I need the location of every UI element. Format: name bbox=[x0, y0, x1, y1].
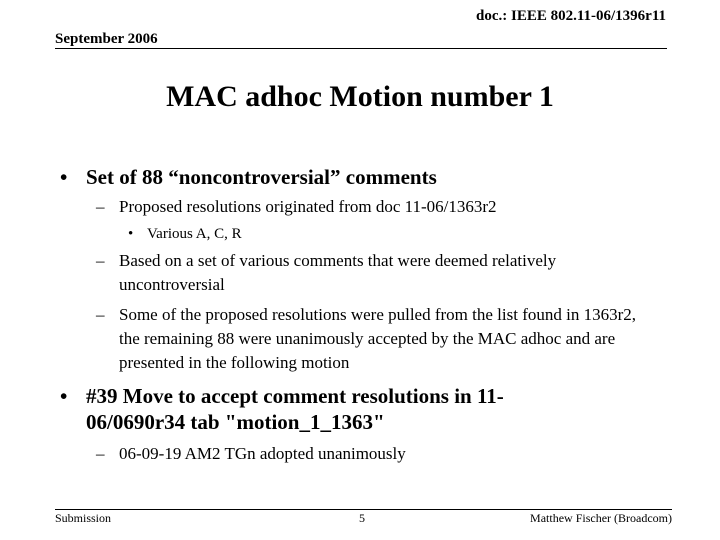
dash-marker: – bbox=[96, 197, 105, 216]
header-divider bbox=[55, 48, 667, 49]
bullet-item bbox=[60, 383, 580, 435]
sub-bullet-item bbox=[96, 249, 656, 297]
dash-marker: – bbox=[96, 251, 105, 270]
footer-submission: Submission bbox=[55, 511, 112, 525]
bullet-text: Set of 88 “noncontroversial” comments bbox=[86, 165, 437, 189]
bullet-text: #39 Move to accept comment resolutions in 11-06/0690r34 tab "motion_1_1363" bbox=[86, 384, 504, 434]
bullet-item bbox=[60, 164, 680, 190]
footer-author: Matthew Fischer (Broadcom) bbox=[530, 511, 672, 525]
sub-bullet-item bbox=[96, 442, 656, 466]
sub-bullet-item bbox=[96, 195, 656, 219]
dash-marker: – bbox=[96, 444, 105, 463]
page-number: 5 bbox=[359, 511, 365, 525]
document-id: doc.: IEEE 802.11-06/1396r11 bbox=[475, 8, 666, 24]
slide-title: MAC adhoc Motion number 1 bbox=[166, 80, 554, 113]
document-date: September 2006 bbox=[55, 31, 158, 47]
bullet-marker: • bbox=[128, 226, 134, 242]
sub-bullet-text: Proposed resolutions originated from doc 11-06/1363r2 bbox=[119, 197, 497, 216]
dash-marker: – bbox=[96, 305, 105, 324]
sub-bullet-text: 06-09-19 AM2 TGn adopted unanimously bbox=[119, 444, 406, 463]
bullet-marker: • bbox=[60, 165, 68, 189]
footer-divider bbox=[55, 509, 672, 510]
sub-bullet-text: Based on a set of various comments that were deemed relatively uncontroversial bbox=[119, 251, 557, 294]
sub-bullet-text: Some of the proposed resolutions were pulled from the list found in 1363r2, the remaining 88 were unanimously accepted by the MAC adhoc and are presented in the following motion bbox=[119, 305, 636, 372]
sub-bullet-item bbox=[96, 303, 656, 375]
bullet-marker: • bbox=[60, 384, 68, 408]
sub-sub-bullet-item bbox=[128, 224, 648, 244]
sub-sub-bullet-text: Various A, C, R bbox=[147, 226, 242, 242]
